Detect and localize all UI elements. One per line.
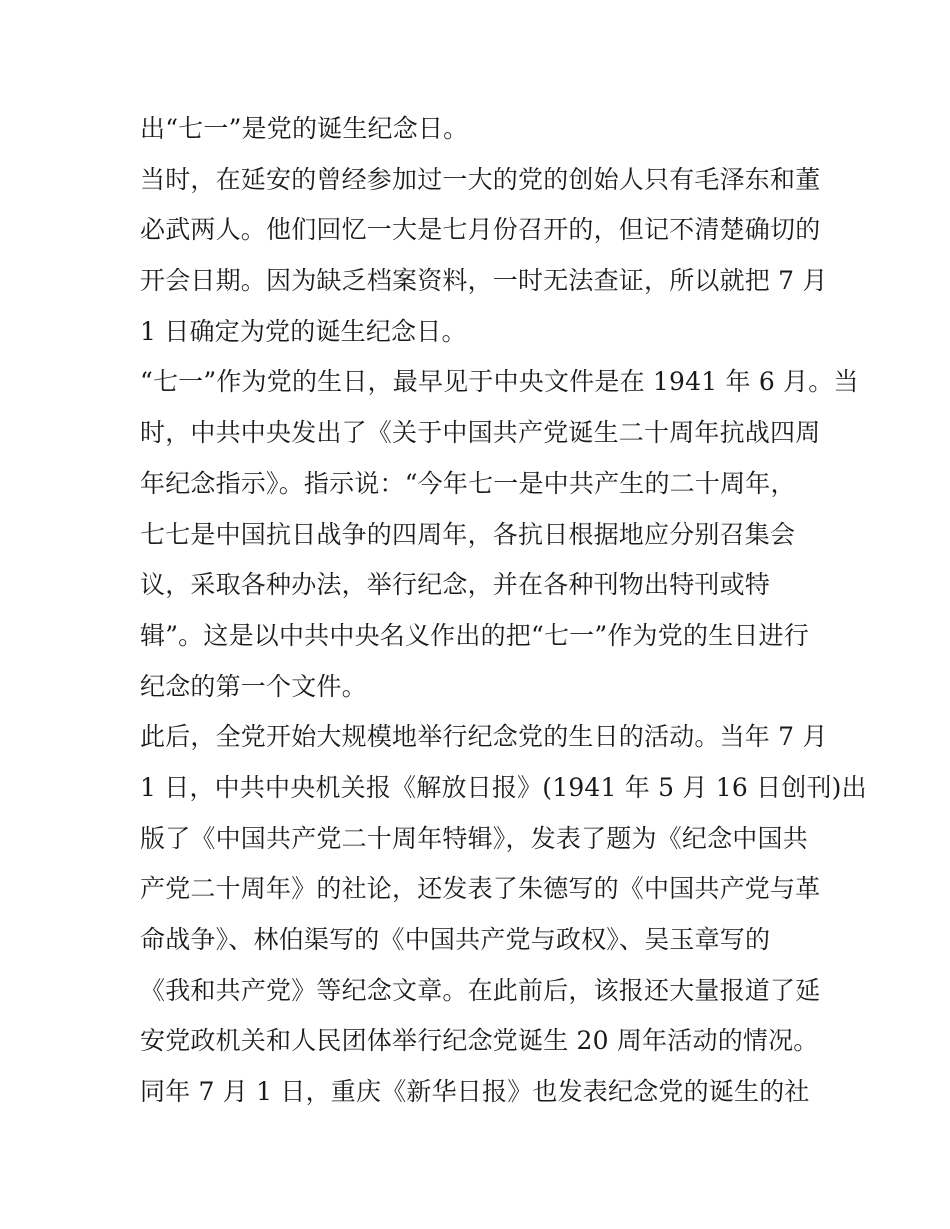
text-line: 此后，全党开始大规模地举行纪念党的生日的活动。当年 7 月	[140, 722, 828, 752]
text-line: 开会日期。因为缺乏档案资料，一时无法查证，所以就把 7 月	[140, 266, 828, 296]
text-line: 议，采取各种办法，举行纪念，并在各种刊物出特刊或特	[140, 570, 771, 600]
text-line: 必武两人。他们回忆一大是七月份召开的，但记不清楚确切的	[140, 215, 821, 245]
text-line: 1 日确定为党的诞生纪念日。	[140, 316, 467, 346]
text-line: 《我和共产党》等纪念文章。在此前后，该报还大量报道了延	[140, 975, 821, 1005]
document-body	[140, 110, 867, 1124]
text-line: 出“七一”是党的诞生纪念日。	[140, 114, 469, 143]
text-line: 产党二十周年》的社论，还发表了朱德写的《中国共产党与革	[140, 874, 821, 904]
text-line: 年纪念指示》。指示说：“今年七一是中共产生的二十周年，	[140, 468, 796, 498]
text-line: 时，中共中央发出了《关于中国共产党诞生二十周年抗战四周	[140, 418, 821, 448]
text-line: 1 日，中共中央机关报《解放日报》(1941 年 5 月 16 日创刊)出	[140, 772, 867, 802]
text-line: 安党政机关和人民团体举行纪念党诞生 20 周年活动的情况。	[140, 1026, 819, 1056]
text-line: “七一”作为党的生日，最早见于中央文件是在 1941 年 6 月。当	[140, 367, 859, 397]
text-line: 同年 7 月 1 日，重庆《新华日报》也发表纪念党的诞生的社	[140, 1077, 810, 1107]
text-line: 纪念的第一个文件。	[140, 671, 367, 701]
text-line: 当时，在延安的曾经参加过一大的党的创始人只有毛泽东和董	[140, 164, 821, 194]
text-line: 辑”。这是以中共中央名义作出的把“七一”作为党的生日进行	[140, 620, 809, 650]
text-line: 七七是中国抗日战争的四周年，各抗日根据地应分别召集会	[140, 519, 796, 549]
text-line: 版了《中国共产党二十周年特辑》，发表了题为《纪念中国共	[140, 823, 808, 853]
text-line: 命战争》、林伯渠写的《中国共产党与政权》、吴玉章写的	[140, 925, 771, 954]
